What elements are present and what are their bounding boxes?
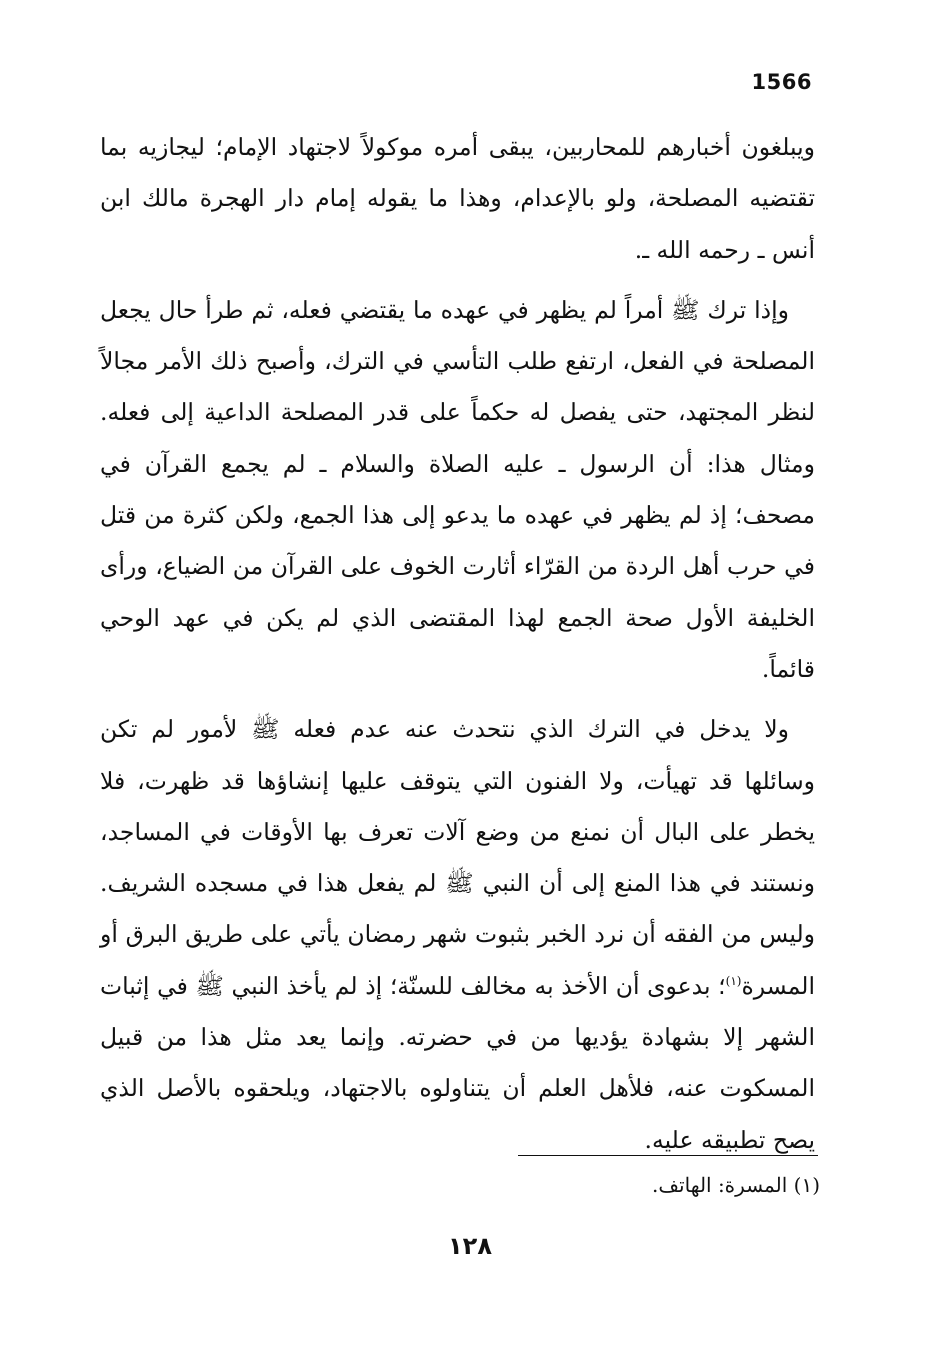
footnote [652, 1170, 820, 1200]
footnote-text: المسرة: الهاتف. [652, 1173, 788, 1197]
header-page-reference: 1566 [751, 70, 812, 94]
paragraph-3 [100, 704, 815, 1166]
paragraph-3-text: ولا يدخل في الترك الذي نتحدث عنه عدم فعله ﷺ لأمور لم تكن وسائلها قد تهيأت، ولا الفنون التي يتوقف عليها إنشاؤها قد ظهرت، فلا يخطر على البال أن نمنع من وضع آلات تعرف بها الأوقات في المساجد، ونستند في هذا المنع إلى أن النبي ﷺ لم يفعل هذا في مسجده الشريف. وليس من الفقه أن نرد الخبر بثبوت شهر رمضان يأتي على طريق البرق أو المسرة [100, 715, 815, 1000]
footnote-reference: (١) [725, 973, 742, 988]
paragraph-2: وإذا ترك ﷺ أمراً لم يظهر في عهده ما يقتضي فعله، ثم طرأ حال يجعل المصلحة في الفعل، ارتفع طلب التأسي في الترك، وأصبح ذلك الأمر مجالاً لنظر المجتهد، حتى يفصل له حكماً على قدر المصلحة الداعية إلى فعله. ومثال هذا: أن الرسول ـ عليه الصلاة والسلام ـ لم يجمع القرآن في مصحف؛ إذ لم يظهر في عهده ما يدعو إلى هذا الجمع، ولكن كثرة من قتل في حرب أهل الردة من القرّاء أثارت الخوف على القرآن من الضياع، ورأى الخليفة الأول صحة الجمع لهذا المقتضى الذي لم يكن في عهد الوحي قائماً. [100, 295, 815, 683]
paragraph-3-tail: ؛ بدعوى أن الأخذ به مخالف للسنّة؛ إذ لم يأخذ النبي ﷺ في إثبات الشهر إلا بشهادة يؤديها من في حضرته. وإنما يعد مثل هذا من قبيل المسكوت عنه، فلأهل العلم أن يتناولوه بالاجتهاد، ويلحقوه بالأصل الذي يصح تطبيقه عليه. [100, 971, 815, 1154]
body-text [100, 122, 815, 1166]
paragraph-1: ويبلغون أخبارهم للمحاربين، يبقى أمره موكولاً لاجتهاد الإمام؛ ليجازيه بما تقتضيه المصلحة، ولو بالإعدام، وهذا ما يقوله إمام دار الهجرة مالك ابن أنس ـ رحمه الله ـ. [100, 133, 815, 264]
footnote-marker: (١) [793, 1173, 820, 1197]
footnote-divider [518, 1155, 818, 1156]
page-number: ١٢٨ [448, 1232, 492, 1260]
